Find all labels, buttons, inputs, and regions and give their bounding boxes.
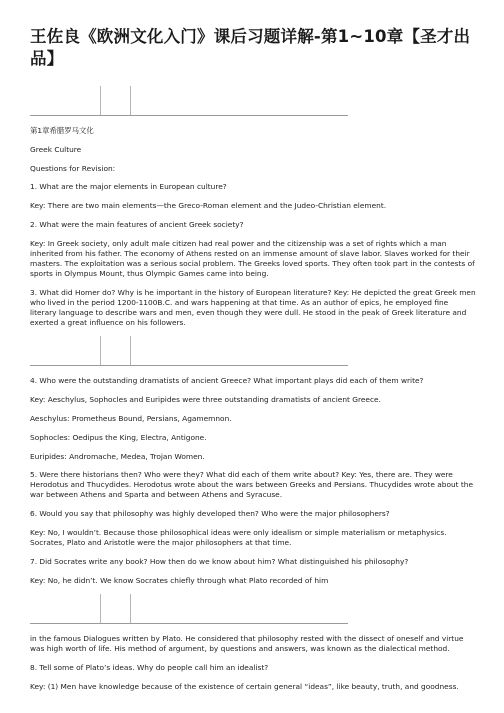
section-heading: Greek Culture [30, 144, 82, 154]
paragraph: 3. What did Homer do? Why is he important in the history of European literature? Key: He depicted the great Greek men who lived in the period 1200-1100B.C. and wars happening at that time. As an author of epics, he employed fine literary language to describe wars and men, even though they were dull. He stood in the peak of Greek literature and exerted a great influence on his followers. [30, 287, 476, 327]
paragraph: Key: There are two main elements—the Greco-Roman element and the Judeo-Christian element. [30, 201, 387, 211]
document-body [30, 86, 476, 701]
paragraph: Key: No, he didn’t. We know Socrates chiefly through what Plato recorded of him [30, 575, 329, 585]
paragraph: in the famous Dialogues written by Plato. He considered that philosophy rested with the dissect of oneself and virtue was high worth of life. His method of argument, by questions and answers, was known as the dialectical method. [30, 634, 464, 654]
paragraph: 6. Would you say that philosophy was highly developed then? Who were the major philosophers? [30, 509, 390, 519]
paragraph: 7. Did Socrates write any book? How then do we know about him? What distinguished his philosophy? [30, 556, 409, 566]
page-divider [30, 336, 476, 366]
paragraph: Key: No, I wouldn’t. Because those philosophical ideas were only idealism or simple materialism or metaphysics. Socrates, Plato and Aristotle were the major philosophers at that time. [30, 527, 447, 547]
page-divider [30, 86, 476, 116]
chapter-heading: 第1章希腊罗马文化 [30, 126, 94, 135]
paragraph: Aeschylus: Prometheus Bound, Persians, Agamemnon. [30, 413, 232, 423]
paragraph: Key: In Greek society, only adult male citizen had real power and the citizenship was a set of rights which a man inherited from his father. The economy of Athens rested on an immense amount of slave labor. Slaves worked for their masters. The exploitation was a serious social problem. The Greeks loved sports. They often took part in the contests of sports in Olympus Mount, thus Olympic Games came into being. [30, 238, 475, 278]
page-divider [30, 594, 476, 624]
questions-heading: Questions for Revision: [30, 163, 116, 173]
page-title: 王佐良《欧洲文化入门》课后习题详解-第1~10章【圣才出品】 [30, 27, 471, 68]
paragraph: 8. Tell some of Plato’s ideas. Why do people call him an idealist? [30, 663, 269, 673]
paragraph: 5. Were there historians then? Who were they? What did each of them write about? Key: Yes, there are. They were Herodotus and Thucydides. Herodotus wrote about the wars between Greeks and Persians. Thucydides wrote about the war between Athens and Sparta and between Athens and Syracuse. [30, 470, 474, 500]
paragraph: Key: (1) Men have knowledge because of the existence of certain general “ideas”, like beauty, truth, and goodness. [30, 681, 459, 691]
paragraph: 4. Who were the outstanding dramatists of ancient Greece? What important plays did each of them write? [30, 376, 424, 386]
paragraph: Sophocles: Oedipus the King, Electra, Antigone. [30, 432, 207, 442]
paragraph: 2. What were the main features of ancient Greek society? [30, 219, 244, 229]
paragraph: Euripides: Andromache, Medea, Trojan Women. [30, 451, 205, 461]
paragraph: 1. What are the major elements in European culture? [30, 182, 227, 192]
paragraph: Key: Aeschylus, Sophocles and Euripides were three outstanding dramatists of ancient Greece. [30, 395, 381, 405]
